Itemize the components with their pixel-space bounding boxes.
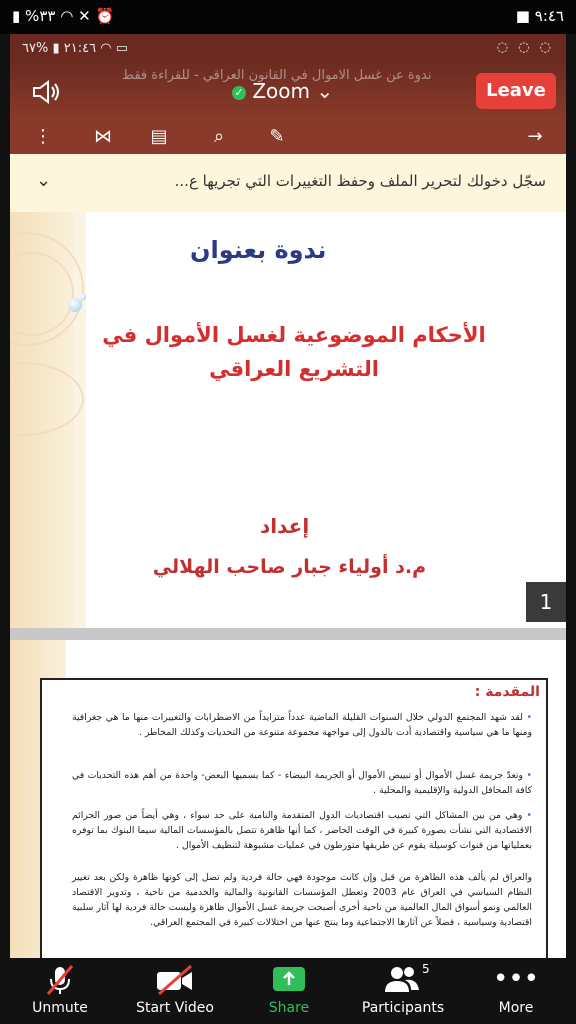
page-number: 1 — [526, 582, 566, 622]
chevron-down-icon: ⌄ — [316, 79, 334, 103]
share-label: Share — [268, 1000, 310, 1016]
bullet-icon: • — [526, 712, 532, 723]
document-box — [40, 678, 548, 958]
zoom-top-bar — [10, 64, 566, 120]
sign-in-notice[interactable] — [10, 154, 566, 213]
paragraph-3-text: وهي من بين المشاكل التي تصيب اقتصاديات الدول المتقدمة والنامية على حد سواء ، وهي أيضاً من صور الجرائم الاقتصادية التي نشأت بصورة كبيرة في الوقت الحاضر ، كما أنها ظاهرة تتصل بالمؤسسات المالية سيما البنوك بما توفره بعملياتها من فنوات كوسيلة يقوم عن طريقها متورطون في عمليات مشبوهة لتنظيف الأموال . — [72, 810, 532, 851]
phone-status-bar — [0, 0, 576, 34]
slide-1[interactable] — [10, 212, 566, 628]
share-button[interactable] — [254, 958, 324, 1024]
right-edge — [566, 34, 576, 958]
shared-notification-icons: ◌ ◌ ◌ — [496, 40, 554, 55]
zoom-title-text: Zoom — [252, 79, 311, 103]
unmute-button[interactable] — [20, 958, 100, 1024]
more-label: More — [498, 1000, 534, 1016]
slide-title: ندوة بعنوان — [190, 236, 327, 264]
shared-status-left — [22, 41, 128, 56]
author-name: م.د أولياء جبار صاحب الهلالي — [152, 556, 426, 578]
slide-separator — [10, 628, 566, 640]
paragraph-3 — [72, 808, 532, 853]
mute-icon: ✕ — [78, 7, 91, 25]
phone-status-left — [12, 7, 114, 25]
speaker-icon[interactable] — [30, 78, 64, 106]
paragraph-2 — [72, 768, 532, 798]
unmute-label: Unmute — [32, 1000, 88, 1016]
more-button[interactable] — [486, 958, 546, 1024]
shared-app-title: ندوة عن غسل الاموال في القانون العراقي - للقراءة فقط — [122, 68, 432, 83]
paragraph-4 — [72, 870, 532, 930]
speaker-svg — [30, 78, 64, 106]
paragraph-1 — [72, 710, 532, 740]
edit-icon[interactable]: ✎ — [269, 126, 285, 147]
meeting-controls-bar — [0, 958, 576, 1024]
slide-2[interactable] — [10, 640, 566, 958]
participants-button[interactable] — [356, 958, 450, 1024]
battery-icon: ▮ — [12, 7, 21, 25]
shared-wifi-icon: ◠ — [100, 41, 112, 56]
chevron-down-icon[interactable]: ⌄ — [36, 170, 52, 191]
left-edge — [0, 34, 10, 958]
slide-subject: الأحكام الموضوعية لغسل الأموال في التشريع العراقي — [102, 323, 486, 381]
wifi-icon: ◠ — [60, 7, 74, 25]
participants-icon — [383, 964, 423, 994]
video-call-icon: ■ — [515, 7, 530, 25]
shared-battery: %٦٧ — [22, 41, 49, 56]
bullet-icon: • — [526, 770, 532, 781]
zoom-title[interactable] — [232, 79, 333, 103]
bullet-icon: • — [526, 810, 532, 821]
search-icon[interactable]: ⌕ — [213, 126, 225, 147]
paragraph-4-text: والعراق لم يألف هذه الظاهرة من قبل وإن كانت موجودة فهي حالة فردية ولم تصل إلى كونها ظاهرة ولكن بعد تغيير النظام السياسي في العراق عام 2003 وتعطل المؤسسات القانونية والمالية والخدمية من ناحية ، وتدوير الاقتصاد العالمي ونمو أسواق المال العالمية من ناحية أخرى أصبحت جريمة غسل الأموال ظاهرة وليست حالة فردية لها آثار سلبية اقتصادية وسياسية ، فضلاً عن آثارها الاجتماعية وما ينتج عنها من اختلالات كبيرة في المجتمع العراقي. — [72, 872, 532, 928]
arrow-right-icon[interactable]: → — [527, 126, 543, 147]
more-vertical-icon[interactable]: ⋮ — [34, 126, 52, 147]
more-horizontal-icon: ••• — [492, 964, 540, 994]
alarm-icon: ⏰ — [95, 7, 115, 25]
start-video-button[interactable] — [128, 958, 222, 1024]
phone-status-right — [516, 7, 564, 25]
present-icon[interactable]: ▤ — [150, 126, 168, 147]
shared-battery-icon: ▮ — [52, 41, 60, 56]
share-icon[interactable]: ⋈ — [94, 126, 112, 147]
shared-time: ٢١:٤٦ — [63, 41, 97, 56]
shared-status-right — [497, 40, 554, 55]
intro-heading: المقدمة : — [474, 684, 540, 700]
shared-screen-status-bar — [10, 34, 566, 64]
cast-icon: ▭ — [115, 41, 128, 56]
leave-button[interactable]: Leave — [476, 73, 556, 109]
prepared-by-label: إعداد — [260, 514, 310, 538]
camera-off-icon — [155, 964, 195, 996]
share-screen-icon — [271, 964, 307, 994]
start-video-label: Start Video — [136, 1000, 214, 1016]
participants-count: 5 — [422, 962, 430, 976]
decor-bubble — [80, 294, 86, 300]
decor-bubble — [68, 298, 82, 312]
paragraph-2-text: وتعدّ جريمة غسل الأموال أو تبييض الأموال أو الجريمة البيضاء - كما يسميها البعض- واحدة من أهم هذه التحديات في كافة المحافل الدولية والإقليمية والمحلية . — [72, 770, 532, 796]
participants-label: Participants — [361, 1000, 445, 1016]
document-toolbar — [10, 120, 566, 154]
paragraph-1-text: لقد شهد المجتمع الدولي خلال السنوات القليلة الماضية عدداً متزايداً من الاضطرابات والتغييرات منها ما هي جغرافية ومنها ما هي سياسية واقتصادية أدت بالدول إلى مواجهة مجموعة متنوعة من التحديات وكذلك المخاطر . — [72, 712, 532, 738]
notice-text: سجّل دخولك لتحرير الملف وحفظ التغييرات التي تجريها ع... — [174, 172, 546, 190]
microphone-muted-icon — [45, 964, 75, 996]
shield-icon: ✓ — [232, 86, 246, 100]
battery-level: %٣٣ — [25, 7, 56, 25]
phone-time: ٩:٤٦ — [534, 7, 564, 25]
